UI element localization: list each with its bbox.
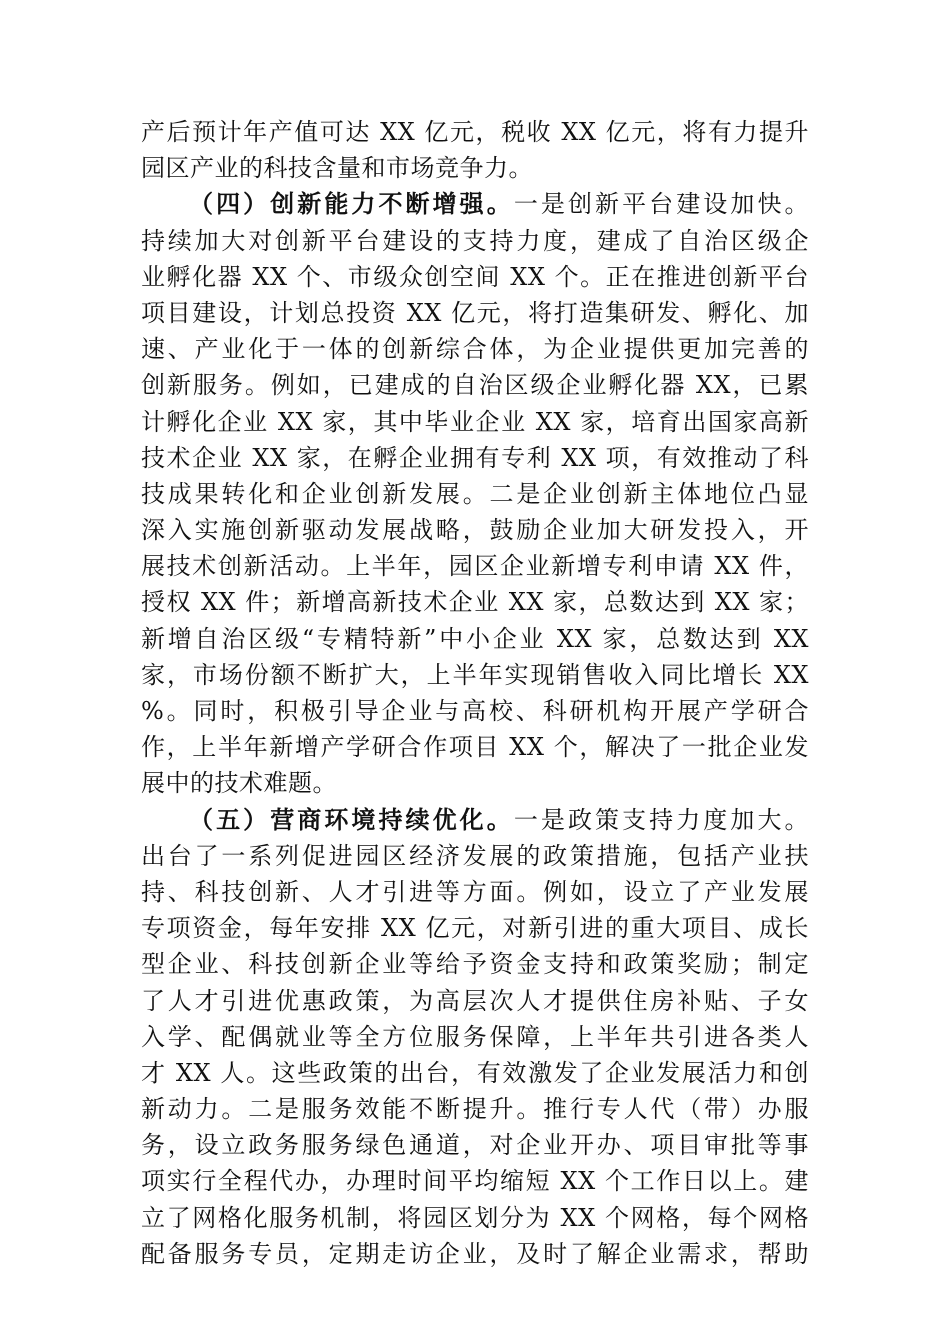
text-run: 一是政策支持力度加大。 <box>513 805 810 834</box>
text-line: 业孵化器 XX 个、市级众创空间 XX 个。正在推进创新平台 <box>141 262 809 291</box>
text-line: 入学、配偶就业等全方位服务保障，上半年共引进各类人 <box>141 1022 809 1051</box>
text-line: 新动力。二是服务效能不断提升。推行专人代（带）办服 <box>141 1095 809 1124</box>
text-line: 项实行全程代办，办理时间平均缩短 XX 个工作日以上。建 <box>141 1167 809 1196</box>
text-line: 授权 XX 件；新增高新技术企业 XX 家，总数达到 XX 家； <box>141 588 809 617</box>
text-line: 家，市场份额不断扩大，上半年实现销售收入同比增长 XX <box>141 660 809 689</box>
paragraph-first-line <box>141 186 809 222</box>
text-line: %。同时，积极引导企业与高校、科研机构开展产学研合 <box>141 697 809 725</box>
text-line: 才 XX 人。这些政策的出台，有效激发了企业发展活力和创 <box>141 1058 809 1087</box>
text-line: 持续加大对创新平台建设的支持力度，建成了自治区级企 <box>141 226 809 255</box>
text-line: 技术企业 XX 家，在孵企业拥有专利 XX 项，有效推动了科 <box>141 443 809 472</box>
text-line: 配备服务专员，定期走访企业，及时了解企业需求，帮助 <box>141 1239 809 1268</box>
text-line: 立了网格化服务机制，将园区划分为 XX 个网格，每个网格 <box>141 1203 809 1232</box>
text-line: 了人才引进优惠政策，为高层次人才提供住房补贴、子女 <box>141 986 809 1015</box>
paragraph <box>141 186 809 801</box>
text-line: 产后预计年产值可达 XX 亿元，税收 XX 亿元，将有力提升 <box>141 118 809 146</box>
text-line: 项目建设，计划总投资 XX 亿元，将打造集研发、孵化、加 <box>141 298 809 327</box>
document-page <box>141 114 809 1272</box>
text-line: 园区产业的科技含量和市场竞争力。 <box>141 154 533 183</box>
text-line: 深入实施创新驱动发展战略，鼓励企业加大研发投入，开 <box>141 516 809 545</box>
text-line: 技成果转化和企业创新发展。二是企业创新主体地位凸显 <box>141 479 809 508</box>
text-line: 速、产业化于一体的创新综合体，为企业提供更加完善的 <box>141 335 809 364</box>
text-line: 展技术创新活动。上半年，园区企业新增专利申请 XX 件， <box>141 552 809 581</box>
text-line: 创新服务。例如，已建成的自治区级企业孵化器 XX，已累 <box>141 371 809 400</box>
text-line: 计孵化企业 XX 家，其中毕业企业 XX 家，培育出国家高新 <box>141 407 809 436</box>
paragraph-first-line <box>141 802 809 838</box>
text-line: 型企业、科技创新企业等给予资金支持和政策奖励；制定 <box>141 950 809 979</box>
text-run: 一是创新平台建设加快。 <box>513 190 810 219</box>
text-line: 作，上半年新增产学研合作项目 XX 个，解决了一批企业发 <box>141 733 809 762</box>
text-line: 新增自治区级“专精特新”中小企业 XX 家，总数达到 XX <box>141 624 809 653</box>
paragraph <box>141 114 809 186</box>
text-line: 务，设立政务服务绿色通道，对企业开办、项目审批等事 <box>141 1131 809 1160</box>
section-heading: （五）营商环境持续优化。 <box>189 804 514 834</box>
section-heading: （四）创新能力不断增强。 <box>189 189 514 219</box>
text-line: 专项资金，每年安排 XX 亿元，对新引进的重大项目、成长 <box>141 914 809 943</box>
text-line: 展中的技术难题。 <box>141 769 337 798</box>
text-line: 出台了一系列促进园区经济发展的政策措施，包括产业扶 <box>141 841 809 870</box>
paragraph <box>141 802 809 1272</box>
text-line: 持、科技创新、人才引进等方面。例如，设立了产业发展 <box>141 877 809 906</box>
